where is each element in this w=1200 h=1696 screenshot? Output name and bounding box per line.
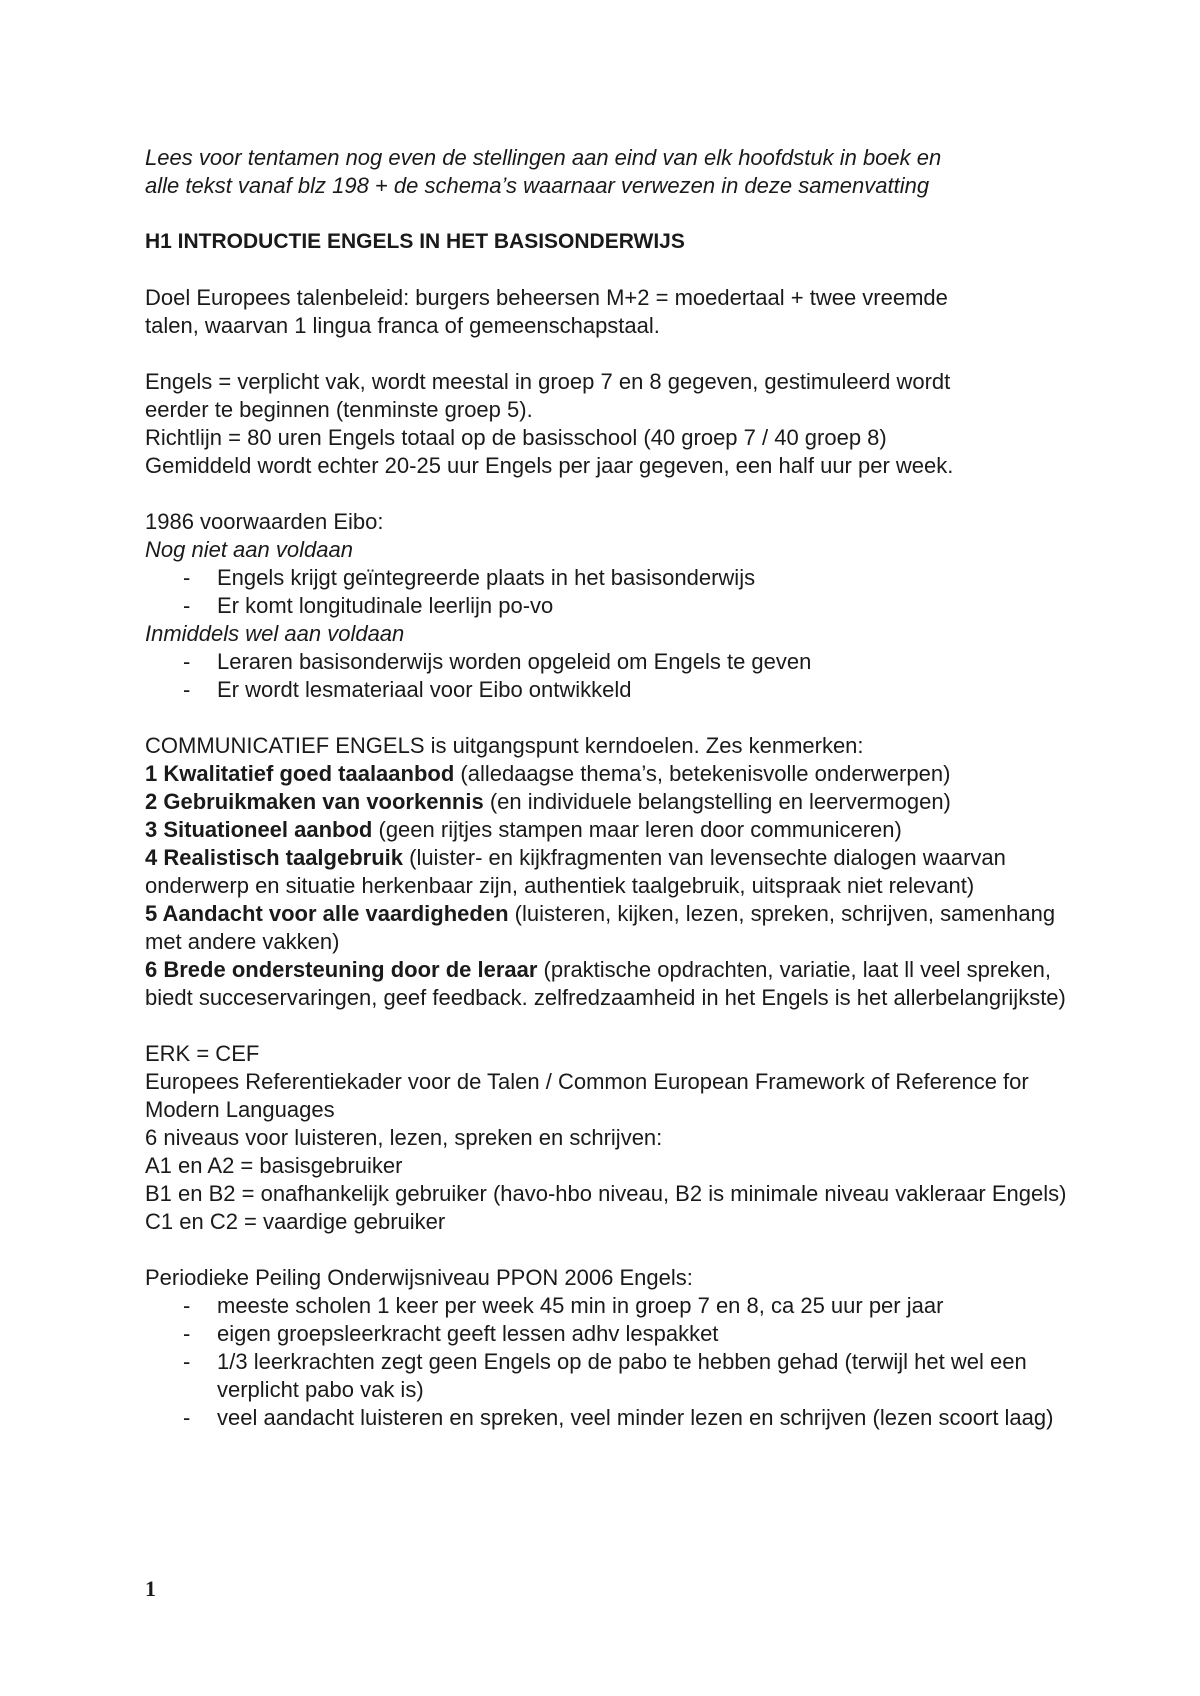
chapter-heading: H1 INTRODUCTIE ENGELS IN HET BASISONDERWIJS: [145, 230, 685, 253]
feature-title: 4 Realistisch taalgebruik: [145, 845, 403, 870]
ppon-list: [145, 1292, 1085, 1432]
not-met-label: Nog niet aan voldaan: [145, 537, 353, 562]
text-line: talen, waarvan 1 lingua franca of gemeenschapstaal.: [145, 313, 660, 338]
feature-description: (luister- en kijkfragmenten van levensechte dialogen waarvan onderwerp en situatie herkenbaar zijn, authentiek taalgebruik, uitspraak niet relevant): [145, 845, 1006, 898]
feature-description: (geen rijtjes stampen maar leren door communiceren): [372, 817, 902, 842]
list-item: - veel aandacht luisteren en spreken, veel minder lezen en schrijven (lezen scoort laag): [145, 1404, 1085, 1432]
text-line: Engels = verplicht vak, wordt meestal in groep 7 en 8 gegeven, gestimuleerd wordt: [145, 369, 951, 394]
engels-paragraph: [145, 368, 1085, 480]
ppon-section: [145, 1264, 1085, 1432]
page-number: 1: [145, 1576, 156, 1601]
feature-item: [145, 844, 1085, 900]
text-line: Gemiddeld wordt echter 20-25 uur Engels per jaar gegeven, een half uur per week.: [145, 453, 954, 478]
feature-title: 5 Aandacht voor alle vaardigheden: [145, 901, 509, 926]
eibo-section: [145, 508, 1085, 704]
communicatief-section: [145, 732, 1085, 1012]
list-item: - Er wordt lesmateriaal voor Eibo ontwikkeld: [145, 676, 1085, 704]
feature-item: [145, 788, 1085, 816]
text-line: 6 niveaus voor luisteren, lezen, spreken en schrijven:: [145, 1125, 663, 1150]
met-label: Inmiddels wel aan voldaan: [145, 621, 405, 646]
text-line: C1 en C2 = vaardige gebruiker: [145, 1209, 446, 1234]
list-item: - Leraren basisonderwijs worden opgeleid om Engels te geven: [145, 648, 1085, 676]
list-item: - eigen groepsleerkracht geeft lessen adhv lespakket: [145, 1320, 1085, 1348]
intro-note: [145, 144, 1085, 200]
text-line: B1 en B2 = onafhankelijk gebruiker (havo-hbo niveau, B2 is minimale niveau vakleraar Engels): [145, 1181, 1067, 1206]
feature-description: (praktische opdrachten, variatie, laat ll veel spreken, biedt succeservaringen, geef feedback. zelfredzaamheid in het Engels is het allerbelangrijkste): [145, 957, 1066, 1010]
not-met-list: [145, 564, 1085, 620]
feature-description: (luisteren, kijken, lezen, spreken, schrijven, samenhang met andere vakken): [145, 901, 1056, 954]
text-line: Doel Europees talenbeleid: burgers beheersen M+2 = moedertaal + twee vreemde: [145, 285, 948, 310]
list-item: - Engels krijgt geïntegreerde plaats in het basisonderwijs: [145, 564, 1085, 592]
text-line: eerder te beginnen (tenminste groep 5).: [145, 397, 533, 422]
feature-description: (en individuele belangstelling en leervermogen): [483, 789, 951, 814]
ppon-title: Periodieke Peiling Onderwijsniveau PPON 2006 Engels:: [145, 1265, 693, 1290]
list-item: - Er komt longitudinale leerlijn po-vo: [145, 592, 1085, 620]
document-page: [145, 144, 1085, 1432]
feature-title: 1 Kwalitatief goed taalaanbod: [145, 761, 455, 786]
feature-item: [145, 900, 1085, 956]
met-list: [145, 648, 1085, 704]
feature-item: [145, 760, 1085, 788]
text-line: Richtlijn = 80 uren Engels totaal op de basisschool (40 groep 7 / 40 groep 8): [145, 425, 887, 450]
text-line: ERK = CEF: [145, 1041, 260, 1066]
feature-title: 3 Situationeel aanbod: [145, 817, 373, 842]
feature-item: [145, 956, 1085, 1012]
text-line: A1 en A2 = basisgebruiker: [145, 1153, 403, 1178]
list-item: - meeste scholen 1 keer per week 45 min in groep 7 en 8, ca 25 uur per jaar: [145, 1292, 1085, 1320]
feature-item: [145, 816, 1085, 844]
communicatief-intro: COMMUNICATIEF ENGELS is uitgangspunt kerndoelen. Zes kenmerken:: [145, 733, 864, 758]
eu-policy-paragraph: [145, 284, 1085, 340]
intro-line: alle tekst vanaf blz 198 + de schema’s waarnaar verwezen in deze samenvatting: [145, 173, 930, 198]
feature-title: 6 Brede ondersteuning door de leraar: [145, 957, 538, 982]
feature-description: (alledaagse thema’s, betekenisvolle onderwerpen): [454, 761, 951, 786]
text-line: Europees Referentiekader voor de Talen / Common European Framework of Reference for Modern Languages: [145, 1069, 1029, 1122]
erk-section: [145, 1040, 1085, 1236]
eibo-title: 1986 voorwaarden Eibo:: [145, 509, 384, 534]
intro-line: Lees voor tentamen nog even de stellingen aan eind van elk hoofdstuk in boek en: [145, 145, 942, 170]
list-item: - 1/3 leerkrachten zegt geen Engels op de pabo te hebben gehad (terwijl het wel een verplicht pabo vak is): [145, 1348, 1085, 1404]
feature-title: 2 Gebruikmaken van voorkennis: [145, 789, 484, 814]
